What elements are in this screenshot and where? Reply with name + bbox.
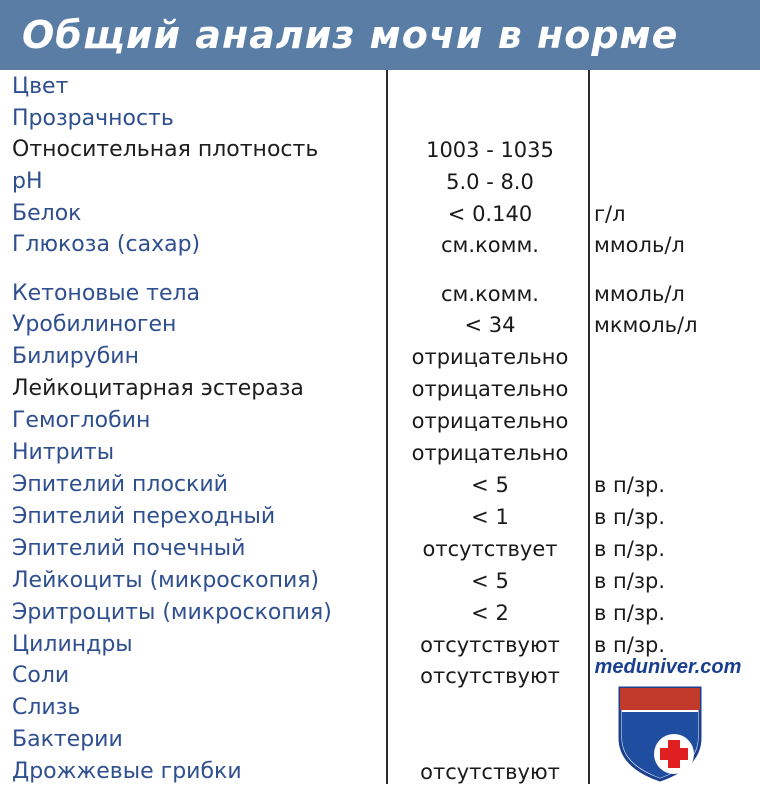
norm-value: отсутствуют — [420, 633, 560, 657]
table-row — [0, 279, 760, 309]
table-row — [0, 104, 760, 134]
table-row — [0, 342, 760, 372]
norm-value — [390, 693, 590, 723]
norm-value: 1003 - 1035 — [426, 138, 554, 162]
norm-value — [390, 72, 590, 102]
parameter-name: Уробилиноген — [12, 312, 177, 337]
title-banner — [0, 0, 760, 70]
unit-value: в п/зр. — [594, 633, 666, 657]
norm-value: отсутствует — [422, 537, 558, 561]
norm-value: см.комм. — [441, 233, 539, 257]
norm-value: отрицательно — [411, 409, 569, 433]
norm-value: отрицательно — [411, 377, 569, 401]
norm-value: отсутствуют — [420, 664, 560, 688]
table-row — [0, 374, 760, 404]
unit-value: мкмоль/л — [594, 313, 698, 337]
table-row — [0, 502, 760, 532]
medical-shield-icon — [610, 680, 710, 784]
parameter-name: Бактерии — [12, 727, 123, 752]
parameter-name: Цилиндры — [12, 632, 133, 657]
parameter-name: Эпителий почечный — [12, 536, 246, 561]
table-row — [0, 598, 760, 628]
norm-value — [390, 725, 590, 755]
unit-value: в п/зр. — [594, 505, 666, 529]
parameter-name: Глюкоза (сахар) — [12, 232, 201, 257]
parameter-name: Белок — [12, 201, 82, 226]
unit-value: в п/зр. — [594, 569, 666, 593]
table-row — [0, 534, 760, 564]
norm-value: отрицательно — [411, 441, 569, 465]
parameter-name: pH — [12, 169, 43, 194]
table-row — [0, 135, 760, 165]
parameter-name: Эритроциты (микроскопия) — [12, 600, 332, 625]
parameter-name: Слизь — [12, 695, 81, 720]
norm-value: < 34 — [464, 313, 516, 337]
norm-value: 5.0 - 8.0 — [446, 170, 534, 194]
parameter-name: Относительная плотность — [12, 137, 319, 162]
parameter-name: Билирубин — [12, 344, 139, 369]
table-row — [0, 470, 760, 500]
table-row — [0, 230, 760, 260]
norm-value: отсутствуют — [420, 760, 560, 784]
norm-value: см.комм. — [441, 282, 539, 306]
unit-value: ммоль/л — [594, 282, 685, 306]
parameter-name: Кетоновые тела — [12, 281, 201, 306]
parameter-name: Соли — [12, 663, 70, 688]
table-row — [0, 310, 760, 340]
watermark — [578, 650, 760, 784]
norm-value — [390, 104, 590, 134]
table-row — [0, 167, 760, 197]
parameter-name: Прозрачность — [12, 106, 174, 131]
norm-value: < 5 — [471, 473, 509, 497]
table-row — [0, 406, 760, 436]
unit-value: в п/зр. — [594, 473, 666, 497]
unit-value: г/л — [594, 202, 626, 226]
norm-value: < 5 — [471, 569, 509, 593]
unit-value: ммоль/л — [594, 233, 685, 257]
norm-value: < 2 — [471, 601, 509, 625]
parameter-name: Нитриты — [12, 440, 115, 465]
unit-value: в п/зр. — [594, 537, 666, 561]
parameter-name: Дрожжевые грибки — [12, 759, 242, 784]
parameter-name: Лейкоциты (микроскопия) — [12, 568, 320, 593]
parameter-name: Лейкоцитарная эстераза — [12, 376, 304, 401]
unit-value: в п/зр. — [594, 601, 666, 625]
norm-value: < 1 — [471, 505, 509, 529]
parameter-name: Эпителий плоский — [12, 472, 228, 497]
parameter-name: Гемоглобин — [12, 408, 151, 433]
table-row — [0, 199, 760, 229]
page-title: Общий анализ мочи в норме — [22, 13, 679, 57]
table-row — [0, 438, 760, 468]
watermark-text: meduniver.com — [594, 656, 742, 678]
table-row — [0, 566, 760, 596]
parameter-name: Цвет — [12, 74, 69, 99]
parameter-name: Эпителий переходный — [12, 504, 276, 529]
norm-value: < 0.140 — [447, 202, 533, 226]
norm-value: отрицательно — [411, 345, 569, 369]
table-row — [0, 72, 760, 102]
